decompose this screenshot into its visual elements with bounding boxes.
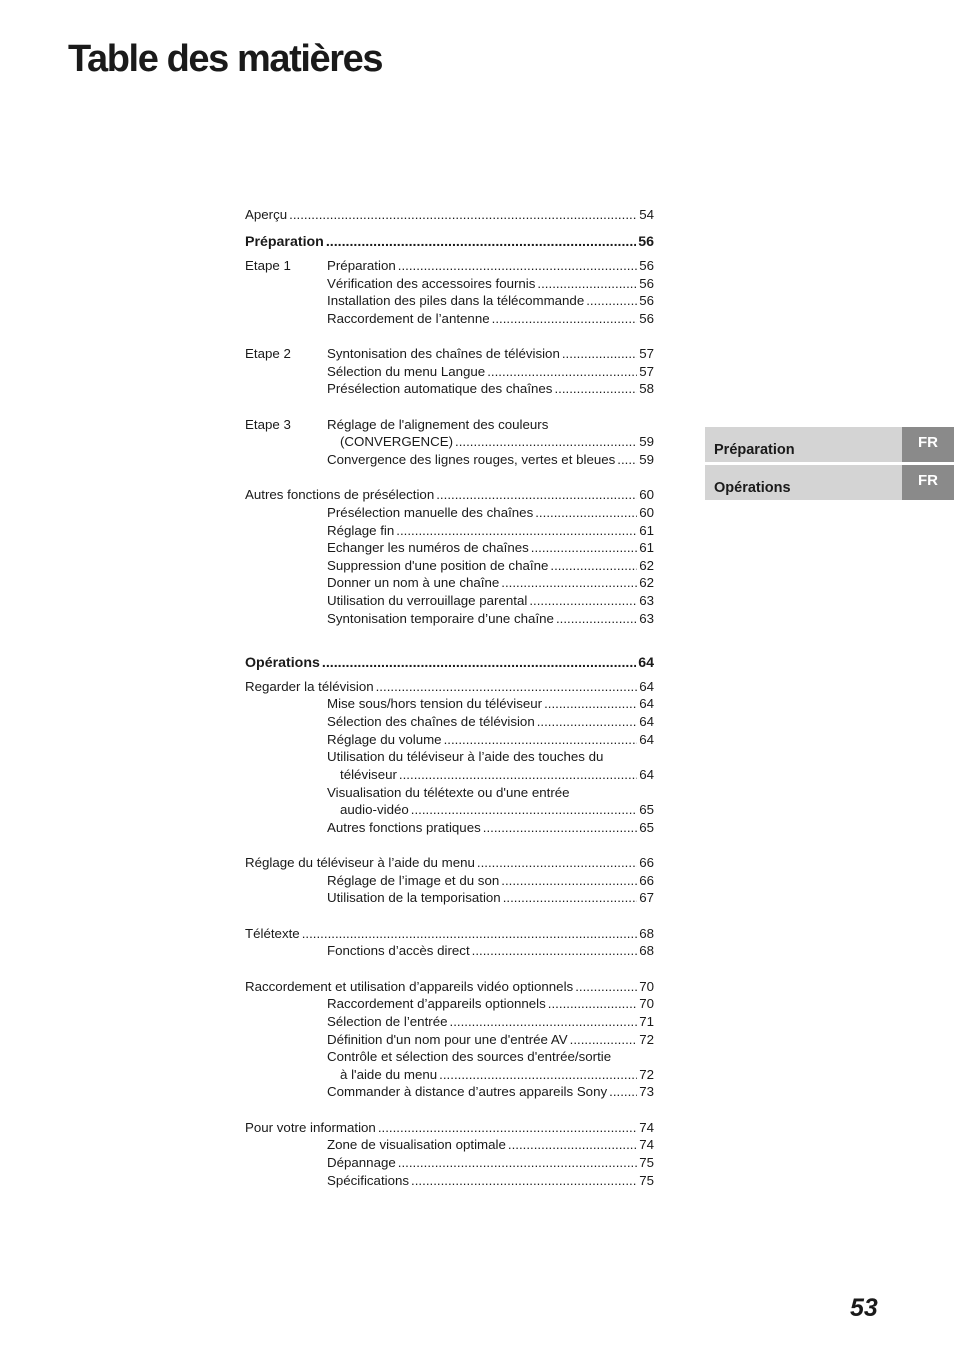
toc-entry[interactable]: Mise sous/hors tension du téléviseur ..... 64 — [245, 695, 654, 713]
toc-entry[interactable]: Raccordement et utilisation d’appareils vidéo optionnels ..... 70 — [245, 978, 654, 996]
toc-entry[interactable]: Raccordement de l’antenne ..... 56 — [245, 310, 654, 328]
toc-entry[interactable]: Vérification des accessoires fournis ..... 56 — [245, 275, 654, 293]
toc-entry[interactable]: Définition d'un nom pour une d'entrée AV ..... 72 — [245, 1031, 654, 1049]
toc-entry[interactable]: Etape 2 Syntonisation des chaînes de télévision ..... 57 — [245, 345, 654, 363]
toc-entry[interactable]: Donner un nom à une chaîne ..... 62 — [245, 574, 654, 592]
toc-step-label: Etape 3 — [245, 417, 291, 432]
toc-entry[interactable]: Fonctions d’accès direct ..... 68 — [245, 942, 654, 960]
toc-entry[interactable]: Suppression d'une position de chaîne ..... 62 — [245, 557, 654, 575]
toc-step-label: Etape 1 — [245, 258, 291, 273]
toc-entry[interactable]: Autres fonctions de présélection ..... 60 — [245, 486, 654, 504]
toc-entry[interactable]: Sélection du menu Langue ..... 57 — [245, 363, 654, 381]
toc-entry[interactable]: Installation des piles dans la télécommande ..... 56 — [245, 292, 654, 310]
toc-entry[interactable]: Aperçu ..... 54 — [245, 206, 654, 224]
toc-section-heading[interactable]: Opérations ..... 64 — [245, 654, 654, 672]
toc-entry[interactable]: Utilisation de la temporisation ..... 67 — [245, 889, 654, 907]
toc-entry[interactable]: Spécifications ..... 75 — [245, 1172, 654, 1190]
toc-entry[interactable]: audio-vidéo ..... 65 — [245, 801, 654, 819]
toc-entry[interactable]: Télétexte ..... 68 — [245, 925, 654, 943]
tab-label: Préparation — [714, 442, 795, 458]
toc-entry[interactable]: Dépannage ..... 75 — [245, 1154, 654, 1172]
toc-entry[interactable]: Etape 3 Réglage de l'alignement des couleurs — [245, 417, 549, 432]
toc-entry[interactable]: Autres fonctions pratiques ..... 65 — [245, 819, 654, 837]
toc-entry[interactable]: Utilisation du téléviseur à l’aide des touches du — [327, 749, 604, 764]
toc-entry[interactable]: (CONVERGENCE) ..... 59 — [245, 433, 654, 451]
toc-entry[interactable]: Utilisation du verrouillage parental ..... 63 — [245, 592, 654, 610]
toc-entry[interactable]: Echanger les numéros de chaînes ..... 61 — [245, 539, 654, 557]
page-number: 53 — [850, 1294, 878, 1322]
tab-preparation[interactable] — [705, 427, 954, 462]
toc-entry[interactable]: Visualisation du télétexte ou d'une entrée — [327, 785, 570, 800]
language-badge: FR — [902, 465, 954, 500]
toc-entry[interactable]: Zone de visualisation optimale ..... 74 — [245, 1136, 654, 1154]
toc-entry[interactable]: Raccordement d’appareils optionnels ..... 70 — [245, 995, 654, 1013]
toc-entry[interactable]: Regarder la télévision ..... 64 — [245, 678, 654, 696]
toc-entry[interactable]: Présélection automatique des chaînes ..... 58 — [245, 380, 654, 398]
toc-entry[interactable]: Sélection de l’entrée ..... 71 — [245, 1013, 654, 1031]
toc-entry[interactable]: Réglage du volume ..... 64 — [245, 731, 654, 749]
toc-entry[interactable]: Pour votre information ..... 74 — [245, 1119, 654, 1137]
toc-section-heading[interactable]: Préparation ..... 56 — [245, 233, 654, 251]
toc-entry[interactable]: Présélection manuelle des chaînes ..... 60 — [245, 504, 654, 522]
toc-entry[interactable]: Contrôle et sélection des sources d'entrée/sortie — [327, 1049, 612, 1064]
language-badge: FR — [902, 427, 954, 462]
toc-entry[interactable]: Réglage du téléviseur à l’aide du menu ..... 66 — [245, 854, 654, 872]
toc-entry[interactable]: Sélection des chaînes de télévision ..... 64 — [245, 713, 654, 731]
toc-entry[interactable]: à l'aide du menu ..... 72 — [245, 1066, 654, 1084]
tab-operations[interactable] — [705, 465, 954, 500]
toc-entry[interactable]: Syntonisation temporaire d’une chaîne ..... 63 — [245, 610, 654, 628]
page-title: Table des matières — [68, 38, 383, 80]
toc-step-label: Etape 2 — [245, 346, 291, 361]
toc-entry[interactable]: Commander à distance d’autres appareils Sony ..... 73 — [245, 1083, 654, 1101]
toc-entry[interactable]: Etape 1 Préparation ..... 56 — [245, 257, 654, 275]
toc-entry[interactable]: téléviseur ..... 64 — [245, 766, 654, 784]
toc-entry[interactable]: Réglage fin ..... 61 — [245, 522, 654, 540]
tab-label: Opérations — [714, 480, 791, 496]
toc-entry[interactable]: Réglage de l’image et du son ..... 66 — [245, 872, 654, 890]
toc-entry[interactable]: Convergence des lignes rouges, vertes et bleues ..... 59 — [245, 451, 654, 469]
